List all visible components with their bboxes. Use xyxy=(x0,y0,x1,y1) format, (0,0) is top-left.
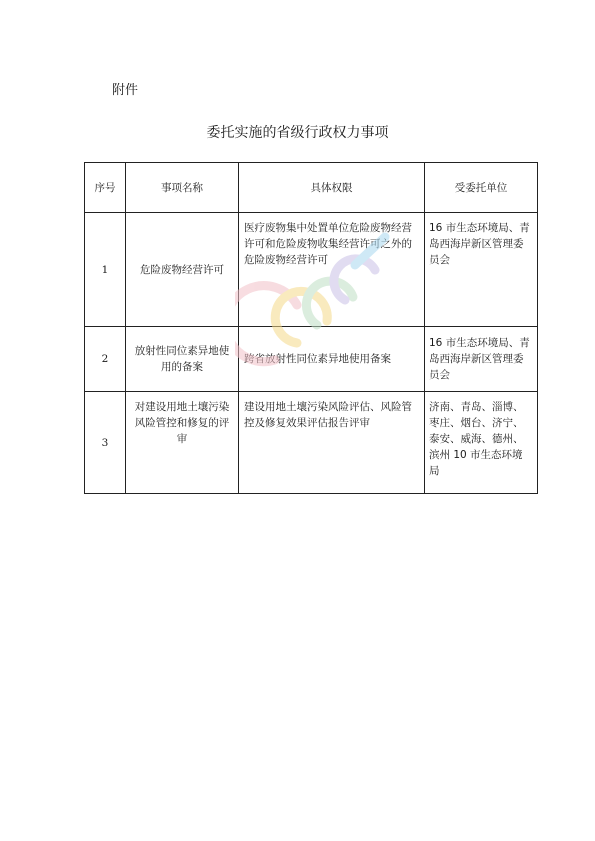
row-no: 1 xyxy=(85,213,126,327)
row-no: 3 xyxy=(85,392,126,494)
header-unit: 受委托单位 xyxy=(425,163,538,213)
row-unit: 济南、青岛、淄博、枣庄、烟台、济宁、泰安、威海、德州、滨州 10 市生态环境局 xyxy=(425,392,538,494)
page-title: 委托实施的省级行政权力事项 xyxy=(206,125,389,141)
table-header-row xyxy=(85,163,538,213)
row-item-name: 对建设用地土壤污染风险管控和修复的评审 xyxy=(126,392,239,494)
power-items-table xyxy=(84,162,538,494)
row-scope: 医疗废物集中处置单位危险废物经营许可和危险废物收集经营许可之外的危险废物经营许可 xyxy=(239,213,425,327)
attachment-label: 附件 xyxy=(112,83,139,98)
row-scope: 建设用地土壤污染风险评估、风险管控及修复效果评估报告评审 xyxy=(239,392,425,494)
row-item-name: 危险废物经营许可 xyxy=(126,213,239,327)
row-unit: 16 市生态环境局、青岛西海岸新区管理委员会 xyxy=(425,213,538,327)
header-scope: 具体权限 xyxy=(239,163,425,213)
table-row xyxy=(85,392,538,494)
row-scope: 跨省放射性同位素异地使用备案 xyxy=(239,327,425,392)
table-row xyxy=(85,327,538,392)
row-unit: 16 市生态环境局、青岛西海岸新区管理委员会 xyxy=(425,327,538,392)
table-row xyxy=(85,213,538,327)
row-item-name: 放射性同位素异地使用的备案 xyxy=(126,327,239,392)
header-item-name: 事项名称 xyxy=(126,163,239,213)
header-no: 序号 xyxy=(85,163,126,213)
row-no: 2 xyxy=(85,327,126,392)
